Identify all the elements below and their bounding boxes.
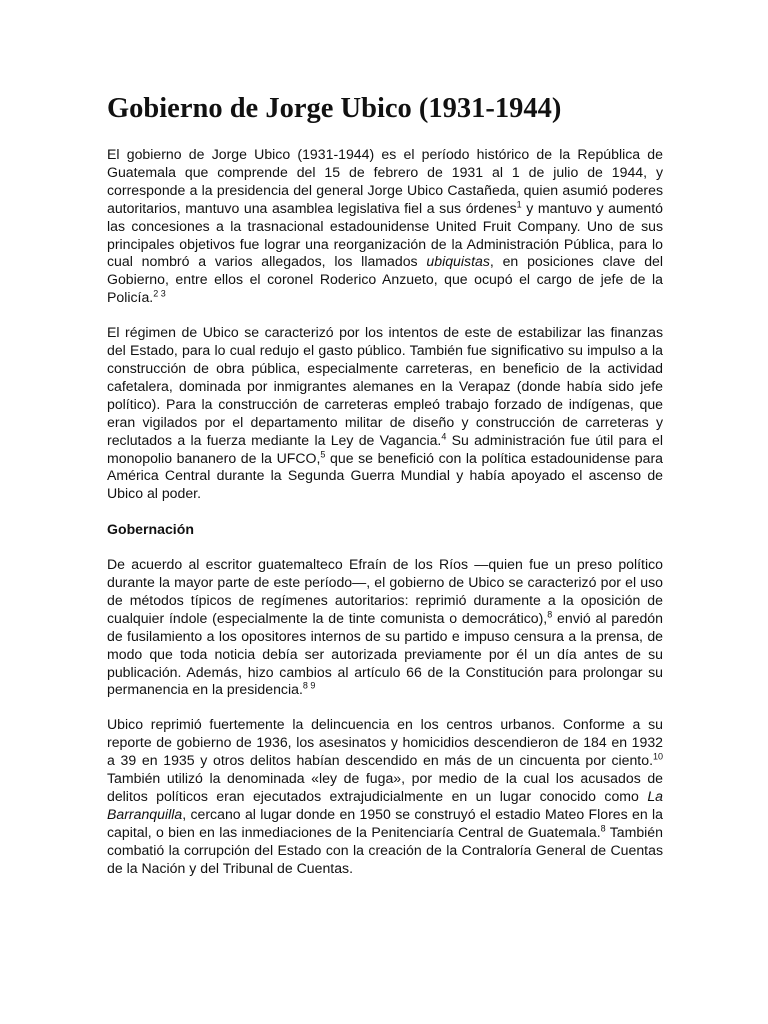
text: , en posiciones clave del Gobierno, entre ellos el coronel Roderico Anzueto, que ocupó el cargo de jefe de la Policía. [107, 253, 663, 306]
text: De acuerdo al escritor guatemalteco Efraín de los Ríos —quien fue un preso político durante la mayor parte de este período—, el gobierno de Ubico se caracterizó por el uso de métodos típicos de regímenes autoritarios: reprimió duramente a la oposición de cualquier índole (especialmente la de tinte comunista o democrático), [107, 556, 663, 626]
footnote-ref[interactable]: 10 [652, 751, 663, 762]
footnote-ref[interactable]: 1 [516, 199, 522, 210]
text: Ubico reprimió fuertemente la delincuencia en los centros urbanos. Conforme a su reporte de gobierno de 1936, los asesinatos y homicidios descendieron de 184 en 1932 a 39 en 1935 y otros delitos habían descendido en más de un cincuenta por ciento. [107, 716, 663, 769]
text: También utilizó la denominada «ley de fuga», por medio de la cual los acusados de delitos políticos eran ejecutados extrajudicialmente en un lugar conocido como [107, 770, 663, 804]
paragraph-intro [107, 146, 663, 307]
text: , cercano al lugar donde en 1950 se construyó el estadio Mateo Flores en la capital, o bien en las inmediaciones de la Penitenciaría Central de Guatemala. [107, 805, 663, 840]
italic-term: La Barranquilla [107, 788, 663, 822]
text: El gobierno de Jorge Ubico (1931-1944) es el período histórico de la República de Guatemala que comprende del 15 de febrero de 1931 al 1 de julio de 1944, y corresponde a la presidencia del general Jorge Ubico Castañeda, quien asumió poderes autoritarios, mantuvo una asamblea legislativa fiel a sus órdenes [107, 146, 663, 216]
italic-term: ubiquistas [426, 253, 490, 270]
text: También combatió la corrupción del Estado con la creación de la Contraloría General de Cuentas de la Nación y del Tribunal de Cuentas. [107, 823, 663, 876]
footnote-ref[interactable]: 2 3 [153, 288, 166, 299]
footnote-ref[interactable]: 8 9 [302, 680, 316, 691]
text: Su administración fue útil para el monopolio bananero de la UFCO, [107, 431, 663, 466]
text: y mantuvo y aumentó las concesiones a la trasnacional estadounidense United Fruit Company. Uno de sus principales objetivos fue lograr una reorganización de la Administración Pública, para lo cual nombró a varios allegados, los llamados [107, 199, 663, 270]
document-page [107, 92, 663, 878]
footnote-ref[interactable]: 8 [547, 609, 553, 620]
footnote-ref[interactable]: 5 [320, 448, 326, 459]
paragraph-crime [107, 716, 663, 877]
text: que se benefició con la política estadounidense para América Central durante la Segunda Guerra Mundial y había apoyado el ascenso de Ubico al poder. [107, 449, 663, 502]
text: El régimen de Ubico se caracterizó por los intentos de este de estabilizar las finanzas del Estado, para lo cual redujo el gasto público. También fue significativo su impulso a la construcción de obra pública, especialmente carreteras, en beneficio de la actividad cafetalera, dominada por inmigrantes alemanes en la Verapaz (donde había sido jefe político). Para la construcción de carreteras empleó trabajo forzado de indígenas, que eran vigilados por el departamento militar de diseño y construcción de carreteras y reclutados a la fuerza mediante la Ley de Vagancia. [107, 324, 663, 448]
section-heading: Gobernación [107, 521, 194, 538]
footnote-ref[interactable]: 8 [600, 823, 606, 834]
paragraph-regime [107, 324, 663, 503]
footnote-ref[interactable]: 4 [441, 430, 447, 441]
text: envió al paredón de fusilamiento a los opositores internos de su partido e impuso censura a la prensa, de modo que toda noticia debía ser autorizada previamente por él un día antes de su publicación. Además, hizo cambios al artículo 66 de la Constitución para prolongar su permanencia en la presidencia. [107, 609, 663, 698]
paragraph-governance [107, 556, 663, 699]
page-title: Gobierno de Jorge Ubico (1931-1944) [107, 93, 562, 124]
